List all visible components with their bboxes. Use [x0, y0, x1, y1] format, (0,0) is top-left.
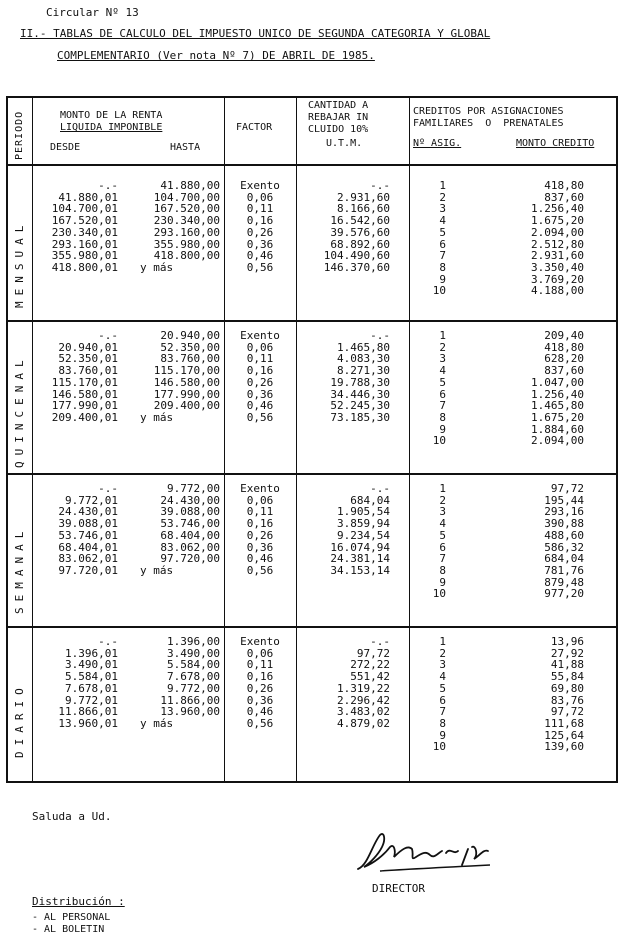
rebajar-cell: 1.465,80 [337, 340, 390, 354]
hasta-cell: 39.088,00 [160, 505, 220, 519]
header-periodo: PERIODO [14, 110, 25, 160]
header-hasta: HASTA [170, 142, 201, 153]
hasta-cell: 209.400,00 [153, 399, 220, 413]
asig-cell: 1 [439, 329, 446, 342]
desde-cell: 209.400,01 [51, 410, 118, 424]
hasta-cell: 68.404,00 [160, 528, 220, 542]
credito-cell: 97,72 [550, 482, 584, 495]
rebajar-cell: 16.074,94 [330, 540, 390, 554]
asig-cell: 8 [439, 716, 446, 730]
asig-cell: 2 [439, 190, 446, 204]
hasta-column [128, 483, 220, 577]
distribution-item: - AL PERSONAL [32, 912, 111, 923]
credito-cell: 41,88 [550, 658, 584, 672]
desde-cell: 52.350,01 [58, 352, 118, 366]
asig-cell: 2 [439, 493, 446, 507]
factor-cell: Exento [240, 329, 280, 342]
hasta-cell: 1.396,00 [167, 635, 220, 648]
asig-cell: 6 [439, 540, 446, 554]
asig-cell: 2 [439, 646, 446, 660]
desde-column [34, 330, 118, 424]
factor-cell: 0,11 [246, 505, 274, 519]
credito-column [508, 180, 584, 297]
asig-cell: 6 [439, 693, 446, 707]
hasta-cell: 53.746,00 [160, 517, 220, 531]
credito-cell: 4.188,00 [531, 284, 584, 298]
credito-cell: 293,16 [544, 505, 584, 519]
desde-cell: 146.580,01 [51, 387, 118, 401]
hasta-cell: 9.772,00 [167, 681, 220, 695]
factor-cell: 0,46 [246, 249, 274, 263]
credito-cell: 97,72 [550, 705, 584, 719]
factor-cell: 0,36 [246, 693, 274, 707]
desde-cell: 53.746,01 [58, 528, 118, 542]
credito-column [508, 636, 584, 753]
desde-cell: 177.990,01 [51, 399, 118, 413]
factor-cell: 0,36 [246, 237, 274, 251]
section-label: SEMANAL [13, 525, 26, 614]
hasta-cell: y más [140, 563, 174, 577]
credito-cell: 55,84 [550, 670, 584, 684]
credito-cell: 879,48 [544, 575, 584, 589]
hasta-cell: 293.160,00 [153, 225, 220, 239]
desde-cell: 9.772,01 [65, 493, 118, 507]
rebajar-cell: 97,72 [356, 646, 390, 660]
desde-cell: 3.490,01 [65, 658, 118, 672]
asig-cell: 8 [439, 260, 446, 274]
credito-cell: 27,92 [550, 646, 584, 660]
rebajar-cell: 1.905,54 [337, 505, 390, 519]
rebajar-cell: 551,42 [350, 670, 390, 684]
rebajar-cell: 24.381,14 [330, 552, 390, 566]
credito-cell: 1.884,60 [531, 422, 584, 436]
asig-column [412, 483, 446, 600]
factor-column [226, 636, 294, 730]
header-num-asig: Nº ASIG. [413, 138, 462, 149]
asig-cell: 10 [432, 587, 446, 601]
header-factor: FACTOR [236, 122, 273, 133]
credito-cell: 418,80 [544, 340, 584, 354]
rebajar-column [298, 483, 390, 577]
asig-cell: 5 [439, 681, 446, 695]
rebajar-cell: 146.370,60 [323, 260, 390, 274]
rebajar-cell: 272,22 [350, 658, 390, 672]
credito-cell: 209,40 [544, 329, 584, 342]
asig-cell: 5 [439, 225, 446, 239]
asig-column [412, 330, 446, 447]
header-creditos-line1: CREDITOS POR ASIGNACIONES [413, 106, 564, 117]
asig-cell: 7 [439, 705, 446, 719]
tax-table [6, 96, 618, 783]
asig-cell: 10 [432, 434, 446, 448]
factor-cell: 0,46 [246, 705, 274, 719]
section-label: MENSUAL [13, 219, 26, 308]
desde-cell: -.- [98, 482, 118, 495]
closing-salutation: Saluda a Ud. [32, 810, 112, 823]
credito-cell: 1.256,40 [531, 202, 584, 216]
hasta-cell: 3.490,00 [167, 646, 220, 660]
factor-cell: 0,46 [246, 399, 274, 413]
credito-cell: 1.675,20 [531, 214, 584, 228]
rebajar-cell: 52.245,30 [330, 399, 390, 413]
header-monto-credito: MONTO CREDITO [516, 138, 595, 149]
hasta-cell: 230.340,00 [153, 214, 220, 228]
document-title-line1: II.- TABLAS DE CALCULO DEL IMPUESTO UNICO DE SEGUNDA CATEGORIA Y GLOBAL [20, 27, 491, 40]
desde-column [34, 180, 118, 274]
credito-cell: 2.512,80 [531, 237, 584, 251]
rebajar-cell: 39.576,60 [330, 225, 390, 239]
desde-cell: -.- [98, 179, 118, 192]
credito-cell: 2.931,60 [531, 249, 584, 263]
hasta-cell: 13.960,00 [160, 705, 220, 719]
factor-cell: 0,56 [246, 563, 274, 577]
rebajar-cell: 2.931,60 [337, 190, 390, 204]
factor-cell: 0,46 [246, 552, 274, 566]
desde-cell: 24.430,01 [58, 505, 118, 519]
desde-cell: 13.960,01 [58, 716, 118, 730]
section-label: DIARIO [13, 682, 26, 758]
section-diario [8, 628, 616, 781]
asig-column [412, 636, 446, 753]
distribution-heading: Distribución : [32, 895, 125, 908]
hasta-cell: 97.720,00 [160, 552, 220, 566]
hasta-cell: y más [140, 410, 174, 424]
rebajar-column [298, 636, 390, 730]
hasta-cell: 146.580,00 [153, 375, 220, 389]
credito-cell: 2.094,00 [531, 225, 584, 239]
asig-cell: 6 [439, 387, 446, 401]
hasta-cell: 24.430,00 [160, 493, 220, 507]
asig-cell: 2 [439, 340, 446, 354]
credito-cell: 837,60 [544, 364, 584, 378]
credito-cell: 684,04 [544, 552, 584, 566]
header-cantidad-line1: CANTIDAD A [308, 100, 369, 111]
asig-cell: 4 [439, 517, 446, 531]
asig-cell: 7 [439, 552, 446, 566]
hasta-cell: y más [140, 716, 174, 730]
rebajar-cell: 34.446,30 [330, 387, 390, 401]
factor-cell: 0,26 [246, 528, 274, 542]
credito-cell: 111,68 [544, 716, 584, 730]
header-monto-line2: LIQUIDA IMPONIBLE [60, 122, 163, 133]
desde-column [34, 636, 118, 730]
rebajar-column [298, 180, 390, 274]
rebajar-cell: -.- [370, 635, 390, 648]
factor-cell: 0,06 [246, 340, 274, 354]
factor-column [226, 330, 294, 424]
hasta-cell: 355.980,00 [153, 237, 220, 251]
desde-cell: 5.584,01 [65, 670, 118, 684]
desde-cell: -.- [98, 635, 118, 648]
desde-column [34, 483, 118, 577]
hasta-cell: 115.170,00 [153, 364, 220, 378]
credito-cell: 977,20 [544, 587, 584, 601]
factor-cell: 0,16 [246, 364, 274, 378]
asig-cell: 5 [439, 375, 446, 389]
factor-cell: 0,36 [246, 540, 274, 554]
header-monto-line1: MONTO DE LA RENTA [60, 110, 163, 121]
factor-cell: Exento [240, 179, 280, 192]
hasta-cell: 104.700,00 [153, 190, 220, 204]
rebajar-cell: 1.319,22 [337, 681, 390, 695]
credito-cell: 781,76 [544, 563, 584, 577]
credito-cell: 139,60 [544, 740, 584, 754]
factor-column [226, 180, 294, 274]
distribution-item: - AL BOLETIN [32, 924, 105, 935]
header-cantidad-line3: CLUIDO 10% [308, 124, 369, 135]
hasta-column [128, 180, 220, 274]
hasta-cell: 7.678,00 [167, 670, 220, 684]
rebajar-cell: 68.892,60 [330, 237, 390, 251]
factor-cell: 0,11 [246, 202, 274, 216]
asig-cell: 6 [439, 237, 446, 251]
rebajar-cell: -.- [370, 179, 390, 192]
asig-cell: 9 [439, 422, 446, 436]
section-mensual [8, 166, 616, 320]
asig-cell: 8 [439, 563, 446, 577]
hasta-cell: 52.350,00 [160, 340, 220, 354]
credito-cell: 488,60 [544, 528, 584, 542]
factor-cell: 0,16 [246, 517, 274, 531]
rebajar-cell: -.- [370, 482, 390, 495]
hasta-cell: 5.584,00 [167, 658, 220, 672]
asig-cell: 3 [439, 202, 446, 216]
asig-cell: 9 [439, 272, 446, 286]
asig-cell: 1 [439, 179, 446, 192]
factor-cell: 0,16 [246, 214, 274, 228]
desde-cell: 167.520,01 [51, 214, 118, 228]
credito-column [508, 483, 584, 600]
factor-cell: 0,26 [246, 375, 274, 389]
asig-column [412, 180, 446, 297]
rebajar-column [298, 330, 390, 424]
header-creditos-line2: FAMILIARES O PRENATALES [413, 118, 564, 129]
credito-cell: 1.465,80 [531, 399, 584, 413]
section-quincenal [8, 322, 616, 473]
asig-cell: 3 [439, 658, 446, 672]
factor-cell: 0,06 [246, 493, 274, 507]
credito-cell: 418,80 [544, 179, 584, 192]
rebajar-cell: 73.185,30 [330, 410, 390, 424]
credito-cell: 69,80 [550, 681, 584, 695]
hasta-cell: 167.520,00 [153, 202, 220, 216]
factor-cell: 0,06 [246, 646, 274, 660]
credito-cell: 195,44 [544, 493, 584, 507]
desde-cell: 418.800,01 [51, 260, 118, 274]
asig-cell: 9 [439, 575, 446, 589]
rebajar-cell: 8.271,30 [337, 364, 390, 378]
asig-cell: 3 [439, 505, 446, 519]
credito-cell: 1.256,40 [531, 387, 584, 401]
desde-cell: 355.980,01 [51, 249, 118, 263]
desde-cell: 9.772,01 [65, 693, 118, 707]
signature-image [350, 825, 510, 881]
desde-cell: 41.880,01 [58, 190, 118, 204]
asig-cell: 4 [439, 670, 446, 684]
header-cantidad-line4: U.T.M. [326, 138, 363, 149]
credito-cell: 83,76 [550, 693, 584, 707]
rebajar-cell: 3.859,94 [337, 517, 390, 531]
factor-cell: 0,26 [246, 225, 274, 239]
credito-cell: 1.675,20 [531, 410, 584, 424]
asig-cell: 4 [439, 214, 446, 228]
credito-column [508, 330, 584, 447]
credito-cell: 125,64 [544, 728, 584, 742]
asig-cell: 9 [439, 728, 446, 742]
credito-cell: 390,88 [544, 517, 584, 531]
credito-cell: 586,32 [544, 540, 584, 554]
desde-cell: 293.160,01 [51, 237, 118, 251]
desde-cell: 39.088,01 [58, 517, 118, 531]
desde-cell: 7.678,01 [65, 681, 118, 695]
section-semanal [8, 475, 616, 626]
rebajar-cell: 19.788,30 [330, 375, 390, 389]
desde-cell: 1.396,01 [65, 646, 118, 660]
desde-cell: -.- [98, 329, 118, 342]
credito-cell: 837,60 [544, 190, 584, 204]
credito-cell: 2.094,00 [531, 434, 584, 448]
asig-cell: 7 [439, 399, 446, 413]
asig-cell: 8 [439, 410, 446, 424]
desde-cell: 68.404,01 [58, 540, 118, 554]
hasta-cell: 418.800,00 [153, 249, 220, 263]
hasta-cell: 83.062,00 [160, 540, 220, 554]
credito-cell: 3.769,20 [531, 272, 584, 286]
signatory-title: DIRECTOR [372, 882, 425, 895]
desde-cell: 97.720,01 [58, 563, 118, 577]
desde-cell: 11.866,01 [58, 705, 118, 719]
rebajar-cell: 2.296,42 [337, 693, 390, 707]
factor-cell: 0,11 [246, 352, 274, 366]
rebajar-cell: 34.153,14 [330, 563, 390, 577]
header-desde: DESDE [50, 142, 81, 153]
factor-cell: 0,56 [246, 410, 274, 424]
hasta-cell: 11.866,00 [160, 693, 220, 707]
factor-cell: 0,56 [246, 716, 274, 730]
hasta-cell: 83.760,00 [160, 352, 220, 366]
factor-cell: 0,11 [246, 658, 274, 672]
circular-number: Circular Nº 13 [46, 6, 139, 19]
hasta-cell: 177.990,00 [153, 387, 220, 401]
factor-cell: 0,16 [246, 670, 274, 684]
factor-cell: 0,56 [246, 260, 274, 274]
rebajar-cell: -.- [370, 329, 390, 342]
factor-cell: Exento [240, 635, 280, 648]
asig-cell: 10 [432, 284, 446, 298]
hasta-column [128, 636, 220, 730]
asig-cell: 3 [439, 352, 446, 366]
factor-cell: 0,36 [246, 387, 274, 401]
desde-cell: 230.340,01 [51, 225, 118, 239]
credito-cell: 1.047,00 [531, 375, 584, 389]
asig-cell: 7 [439, 249, 446, 263]
header-cantidad-line2: REBAJAR IN [308, 112, 369, 123]
factor-cell: Exento [240, 482, 280, 495]
asig-cell: 10 [432, 740, 446, 754]
desde-cell: 115.170,01 [51, 375, 118, 389]
desde-cell: 83.062,01 [58, 552, 118, 566]
hasta-cell: y más [140, 260, 174, 274]
hasta-cell: 41.880,00 [160, 179, 220, 192]
hasta-cell: 20.940,00 [160, 329, 220, 342]
rebajar-cell: 8.166,60 [337, 202, 390, 216]
rebajar-cell: 4.083,30 [337, 352, 390, 366]
desde-cell: 83.760,01 [58, 364, 118, 378]
factor-cell: 0,06 [246, 190, 274, 204]
rebajar-cell: 3.483,02 [337, 705, 390, 719]
asig-cell: 4 [439, 364, 446, 378]
rebajar-cell: 684,04 [350, 493, 390, 507]
hasta-column [128, 330, 220, 424]
hasta-cell: 9.772,00 [167, 482, 220, 495]
asig-cell: 5 [439, 528, 446, 542]
section-label: QUINCENAL [13, 354, 26, 468]
credito-cell: 628,20 [544, 352, 584, 366]
asig-cell: 1 [439, 482, 446, 495]
credito-cell: 3.350,40 [531, 260, 584, 274]
asig-cell: 1 [439, 635, 446, 648]
factor-cell: 0,26 [246, 681, 274, 695]
credito-cell: 13,96 [550, 635, 584, 648]
desde-cell: 104.700,01 [51, 202, 118, 216]
rebajar-cell: 16.542,60 [330, 214, 390, 228]
factor-column [226, 483, 294, 577]
document-title-line2: COMPLEMENTARIO (Ver nota Nº 7) DE ABRIL DE 1985. [57, 49, 375, 62]
desde-cell: 20.940,01 [58, 340, 118, 354]
rebajar-cell: 9.234,54 [337, 528, 390, 542]
rebajar-cell: 4.879,02 [337, 716, 390, 730]
rebajar-cell: 104.490,60 [323, 249, 390, 263]
